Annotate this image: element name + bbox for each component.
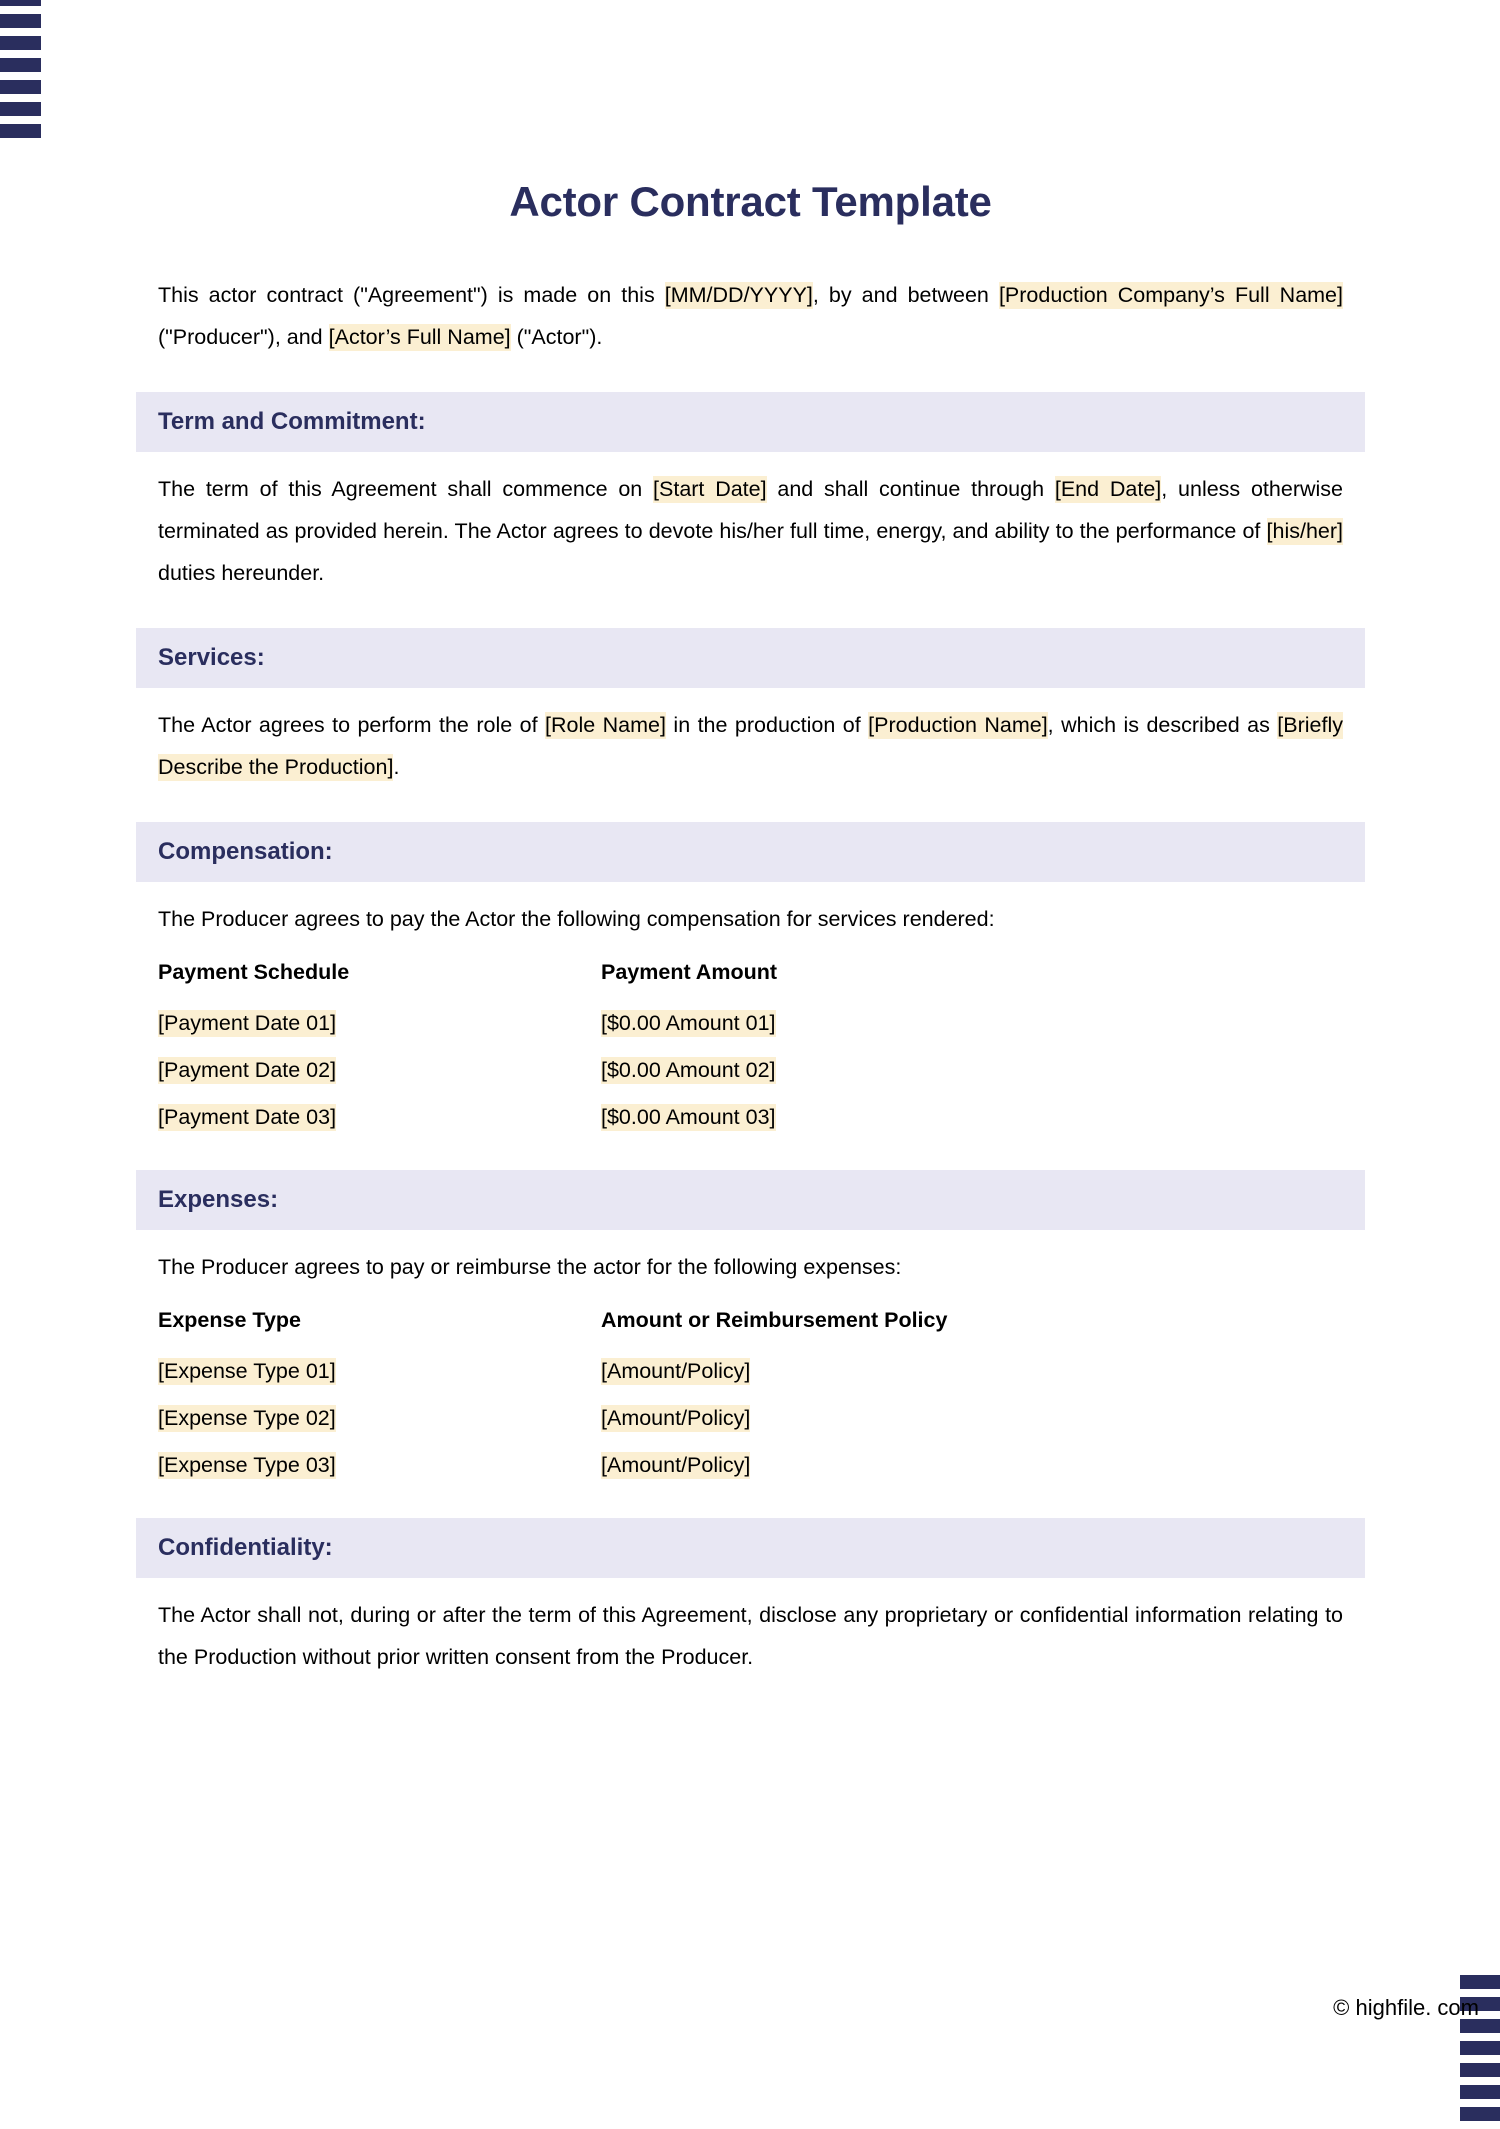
services-text-1: The Actor agrees to perform the role of xyxy=(158,713,545,737)
placeholder-pronoun: [his/her] xyxy=(1266,519,1343,543)
expense-type-value: [Expense Type 02] xyxy=(158,1406,336,1430)
dash-mark xyxy=(0,102,41,116)
section-header-expenses xyxy=(136,1170,1365,1230)
section-title: Term and Commitment: xyxy=(158,408,426,435)
section-header-confidentiality xyxy=(136,1518,1365,1578)
dash-mark xyxy=(0,14,41,28)
payment-amount-cell xyxy=(601,1058,1343,1083)
section-title: Compensation: xyxy=(158,838,333,865)
dash-mark xyxy=(0,0,41,6)
placeholder-start-date: [Start Date] xyxy=(653,477,767,501)
decorative-dashes-top-left xyxy=(0,0,41,146)
payment-amount-value: [$0.00 Amount 02] xyxy=(601,1058,776,1082)
payment-table xyxy=(136,960,1365,1130)
table-row xyxy=(158,1011,1343,1036)
payment-amount-value: [$0.00 Amount 03] xyxy=(601,1105,776,1129)
payment-date-cell xyxy=(158,1105,601,1130)
expenses-lead: The Producer agrees to pay or reimburse the actor for the following expenses: xyxy=(158,1255,902,1279)
intro-text-1: This actor contract ("Agreement") is made on this xyxy=(158,283,665,307)
placeholder-role-name: [Role Name] xyxy=(545,713,666,737)
placeholder-actor-name: [Actor’s Full Name] xyxy=(328,325,511,349)
dash-mark xyxy=(1460,1975,1500,1989)
column-header-amount-policy: Amount or Reimbursement Policy xyxy=(601,1308,948,1332)
section-header-compensation xyxy=(136,822,1365,882)
expense-amount-cell xyxy=(601,1406,1343,1431)
dash-mark xyxy=(1460,2107,1500,2121)
payment-amount-cell xyxy=(601,1011,1343,1036)
table-row xyxy=(158,1406,1343,1431)
payment-amount-value: [$0.00 Amount 01] xyxy=(601,1011,776,1035)
services-text-2: in the production of xyxy=(665,713,869,737)
dash-mark xyxy=(1460,2019,1500,2033)
term-text-1: The term of this Agreement shall commence on xyxy=(158,477,654,501)
expense-amount-cell xyxy=(601,1359,1343,1384)
dash-mark xyxy=(0,36,41,50)
term-text-3: , unless otherwise terminated as provided herein. The Actor agrees to devote his/her full time, energy, and ability to the performance of xyxy=(158,477,1343,543)
services-text-3: , which is described as xyxy=(1047,713,1278,737)
confidentiality-paragraph: The Actor shall not, during or after the term of this Agreement, disclose any proprietary or confidential information relating to the Production without prior written consent from the Producer. xyxy=(158,1603,1343,1669)
table-row xyxy=(158,1058,1343,1083)
table-row xyxy=(158,1453,1343,1478)
term-paragraph xyxy=(136,468,1365,594)
section-title: Confidentiality: xyxy=(158,1534,333,1561)
dash-mark xyxy=(0,80,41,94)
column-header-payment-amount: Payment Amount xyxy=(601,960,777,984)
services-paragraph xyxy=(136,704,1365,788)
placeholder-date: [MM/DD/YYYY] xyxy=(664,283,813,307)
intro-paragraph xyxy=(136,226,1365,358)
expense-type-cell xyxy=(158,1453,601,1478)
placeholder-production-name: [Production Name] xyxy=(868,713,1048,737)
expense-type-value: [Expense Type 03] xyxy=(158,1453,336,1477)
placeholder-end-date: [End Date] xyxy=(1054,477,1162,501)
column-header-payment-schedule: Payment Schedule xyxy=(158,960,350,984)
dash-mark xyxy=(1460,2063,1500,2077)
term-text-4: duties hereunder. xyxy=(158,561,325,585)
expense-type-cell xyxy=(158,1359,601,1384)
table-header-row xyxy=(158,960,1343,985)
expense-table xyxy=(136,1308,1365,1478)
dash-mark xyxy=(1460,2041,1500,2055)
footer-copyright: © highfile. com xyxy=(1333,1995,1479,2020)
intro-text-4: ("Actor"). xyxy=(510,325,603,349)
placeholder-production-company: [Production Company’s Full Name] xyxy=(998,283,1343,307)
payment-date-value: [Payment Date 01] xyxy=(158,1011,337,1035)
table-row xyxy=(158,1105,1343,1130)
section-header-term xyxy=(136,392,1365,452)
payment-date-value: [Payment Date 03] xyxy=(158,1105,337,1129)
document-content xyxy=(136,0,1365,1678)
table-row xyxy=(158,1359,1343,1384)
payment-amount-cell xyxy=(601,1105,1343,1130)
intro-text-2: , by and between xyxy=(812,283,999,307)
page-title: Actor Contract Template xyxy=(509,178,992,225)
dash-mark xyxy=(0,58,41,72)
expense-type-cell xyxy=(158,1406,601,1431)
payment-date-cell xyxy=(158,1011,601,1036)
table-header-row xyxy=(158,1308,1343,1333)
expense-amount-value: [Amount/Policy] xyxy=(601,1359,751,1383)
payment-date-value: [Payment Date 02] xyxy=(158,1058,337,1082)
compensation-lead: The Producer agrees to pay the Actor the following compensation for services rendered: xyxy=(158,907,995,931)
column-header-expense-type: Expense Type xyxy=(158,1308,301,1332)
dash-mark xyxy=(1460,2085,1500,2099)
expense-amount-cell xyxy=(601,1453,1343,1478)
placeholder-production-description: [Briefly Describe the Production] xyxy=(158,713,1343,779)
section-title: Expenses: xyxy=(158,1186,279,1213)
payment-date-cell xyxy=(158,1058,601,1083)
intro-text-3: ("Producer"), and xyxy=(158,325,329,349)
section-header-services xyxy=(136,628,1365,688)
expense-type-value: [Expense Type 01] xyxy=(158,1359,336,1383)
services-text-4: . xyxy=(393,755,400,779)
expense-amount-value: [Amount/Policy] xyxy=(601,1453,751,1477)
section-title: Services: xyxy=(158,644,265,671)
dash-mark xyxy=(0,124,41,138)
term-text-2: and shall continue through xyxy=(766,477,1055,501)
expense-amount-value: [Amount/Policy] xyxy=(601,1406,751,1430)
